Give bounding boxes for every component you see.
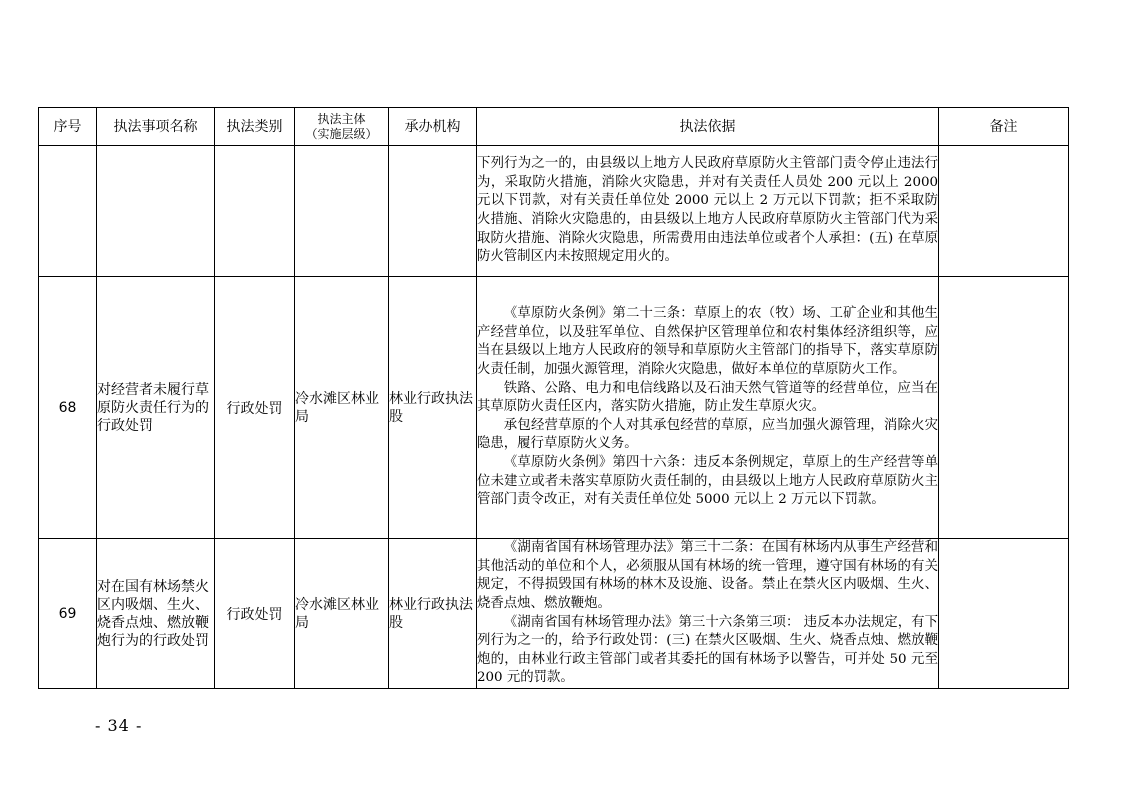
header-subject-line1: 执法主体 [317, 111, 366, 126]
row-seq: 68 [39, 277, 97, 539]
row-remarks [939, 277, 1069, 539]
header-subject [295, 108, 389, 146]
row-basis [477, 277, 939, 539]
page-number: - 34 - [95, 716, 143, 735]
basis-paragraph: 铁路、公路、电力和电信线路以及石油天然气管道等的经营单位，应当在其草原防火责任区内，落实防火措施，防止发生草原火灾。 [477, 380, 938, 415]
table-row [39, 146, 1069, 277]
row-remarks [939, 539, 1069, 689]
header-office: 承办机构 [389, 108, 477, 146]
enforcement-table [38, 107, 1069, 689]
row-category: 行政处罚 [215, 277, 295, 539]
header-name: 执法事项名称 [97, 108, 215, 146]
basis-paragraph: 《草原防火条例》第四十六条：违反本条例规定，草原上的生产经营等单位未建立或者未落实草原防火责任制的，由县级以上地方人民政府草原防火主管部门责令改正，对有关责任单位处 5000 元以上 2 万元以下罚款。 [477, 454, 938, 508]
row-basis [477, 146, 939, 277]
row-subject [295, 146, 389, 277]
row-remarks [939, 146, 1069, 277]
header-remarks: 备注 [939, 108, 1069, 146]
row-name: 对经营者未履行草原防火责任行为的行政处罚 [97, 277, 215, 539]
header-subject-line2: （实施层级） [305, 126, 378, 141]
header-basis: 执法依据 [477, 108, 939, 146]
row-basis [477, 539, 939, 689]
row-category [215, 146, 295, 277]
row-office: 林业行政执法股 [389, 539, 477, 689]
table-row [39, 539, 1069, 689]
header-seq: 序号 [39, 108, 97, 146]
basis-paragraph: 《草原防火条例》第二十三条：草原上的农（牧）场、工矿企业和其他生产经营单位，以及驻军单位、自然保护区管理单位和农村集体经济组织等，应当在县级以上地方人民政府的领导和草原防火主管部门的指导下，落实草原防火责任制，加强火源管理，消除火灾隐患，做好本单位的草原防火工作。 [477, 306, 938, 378]
row-office: 林业行政执法股 [389, 277, 477, 539]
basis-paragraph: 承包经营草原的个人对其承包经营的草原，应当加强火源管理，消除火灾隐患，履行草原防火义务。 [477, 417, 938, 452]
row-office [389, 146, 477, 277]
row-seq [39, 146, 97, 277]
header-category: 执法类别 [215, 108, 295, 146]
row-subject: 冷水滩区林业局 [295, 539, 389, 689]
basis-paragraph: 《湖南省国有林场管理办法》第三十二条：在国有林场内从事生产经营和其他活动的单位和个人，必须服从国有林场的统一管理，遵守国有林场的有关规定，不得损毁国有林场的林木及设施、设备。禁止在禁火区内吸烟、生火、烧香点烛、燃放鞭炮。 [477, 540, 938, 611]
row-category: 行政处罚 [215, 539, 295, 689]
table-header-row [39, 108, 1069, 146]
table-row [39, 277, 1069, 539]
basis-paragraph: 《湖南省国有林场管理办法》第三十六条第三项： 违反本办法规定，有下列行为之一的，给予行政处罚：(三) 在禁火区吸烟、生火、烧香点烛、燃放鞭炮的，由林业行政主管部门或者其委托的国有林场予以警告，可并处 50 元至 200 元的罚款。 [477, 614, 938, 686]
row-seq: 69 [39, 539, 97, 689]
row-name [97, 146, 215, 277]
row-subject: 冷水滩区林业局 [295, 277, 389, 539]
row-name: 对在国有林场禁火区内吸烟、生火、烧香点烛、燃放鞭炮行为的行政处罚 [97, 539, 215, 689]
basis-paragraph: 下列行为之一的，由县级以上地方人民政府草原防火主管部门责令停止违法行为，采取防火措施，消除火灾隐患，并对有关责任人员处 200 元以上 2000 元以下罚款，对有关责任单位处 2000 元以上 2 万元以下罚款；拒不采取防火措施、消除火灾隐患的，由县级以上地方人民政府草原防火主管部门代为采取防火措施、消除火灾隐患，所需费用由违法单位或者个人承担：(五) 在草原防火管制区内未按照规定用火的。 [477, 156, 938, 265]
